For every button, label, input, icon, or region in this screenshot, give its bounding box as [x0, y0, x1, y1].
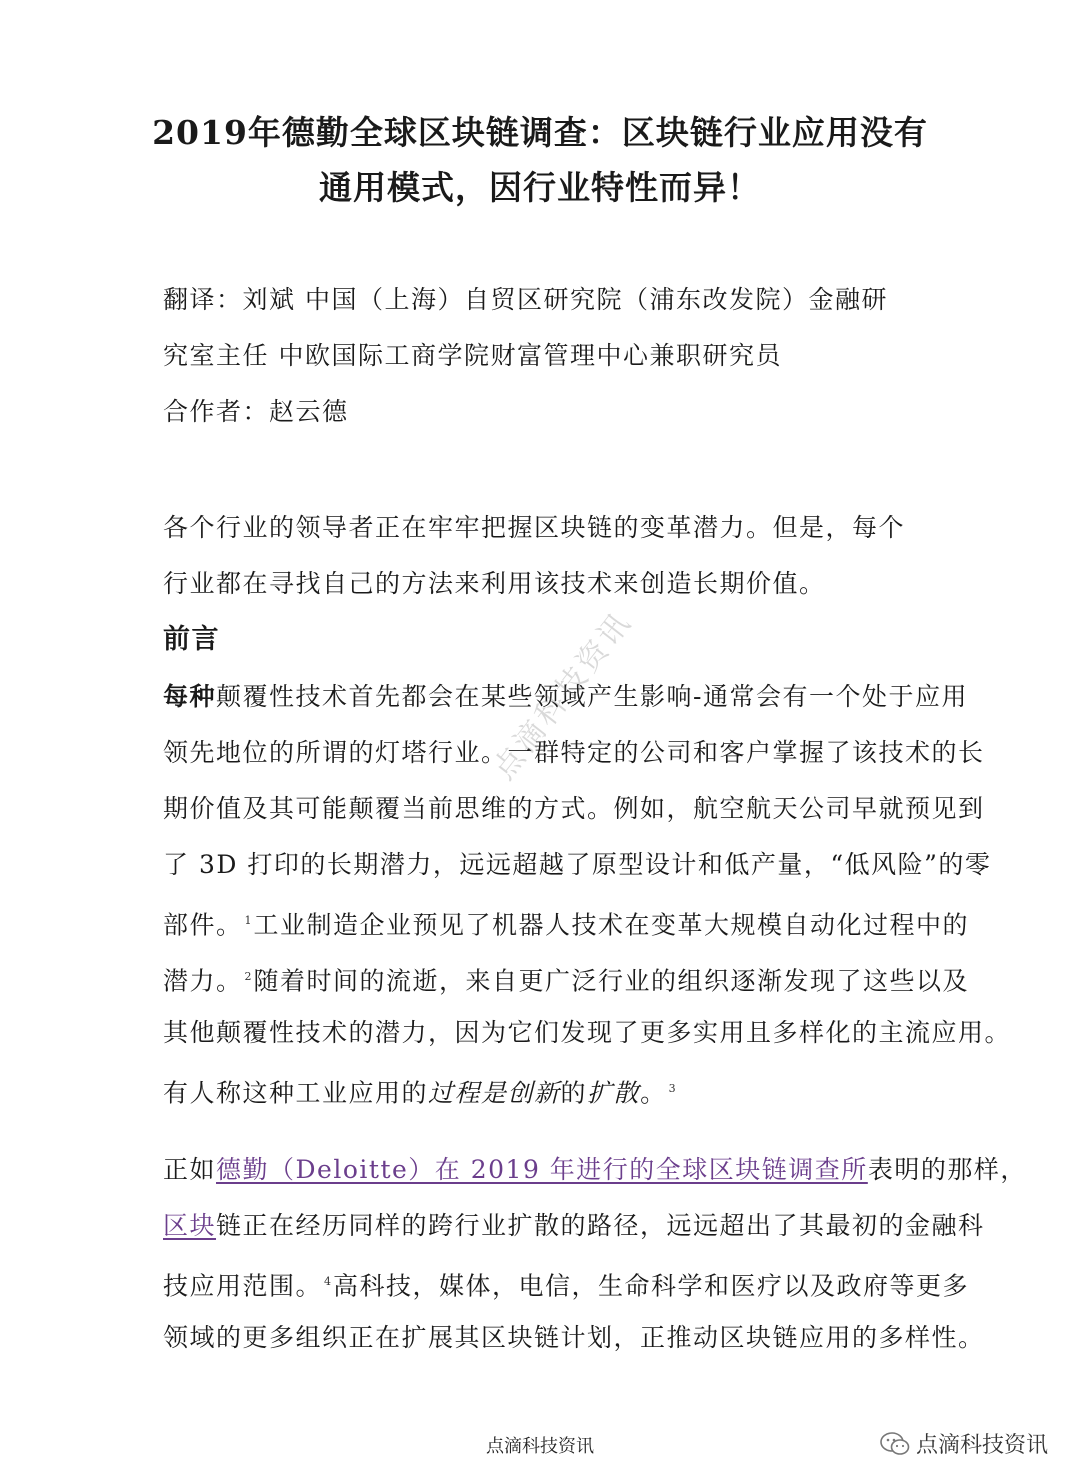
preface-line-1-text: 颠覆性技术首先都会在某些领域产生影响-通常会有一个处于应用	[216, 682, 968, 711]
preface-line-8-a: 有人称这种工业应用的	[163, 1078, 429, 1108]
para2-line-4: 领域的更多组织正在扩展其区块链计划，正推动区块链应用的多样性。	[163, 1323, 985, 1352]
preface-line-8	[163, 1069, 678, 1113]
preface-italic-1: 过程是创新	[428, 1078, 561, 1108]
footnote-ref-2: 2	[244, 970, 252, 983]
credits-translator-role: 究室主任 中欧国际工商学院财富管理中心兼职研究员	[163, 341, 782, 370]
preface-line-8-b: 的	[560, 1078, 588, 1108]
footer-source: 点滴科技资讯	[486, 1436, 594, 1457]
preface-line-5	[163, 901, 969, 945]
para2-line-3	[163, 1262, 969, 1306]
para2-line-1-a: 正如	[163, 1155, 217, 1184]
para2-line-1	[163, 1150, 1027, 1190]
footer-brand-name: 点滴科技资讯	[915, 1433, 1048, 1458]
preface-italic-2: 扩散	[587, 1078, 641, 1108]
preface-lead-bold: 每种	[163, 682, 217, 711]
para2-line-3-b: 高科技，媒体，电信，生命科学和医疗以及政府等更多	[333, 1271, 970, 1301]
para2-line-1-b: 表明的那样，	[867, 1155, 1027, 1184]
preface-line-6-a: 潜力。	[163, 966, 243, 996]
title-line-1: 2019年德勤全球区块链调查：区块链行业应用没有	[152, 113, 928, 152]
title-line-2: 通用模式，因行业特性而异！	[319, 168, 761, 207]
blockchain-link[interactable]: 区块	[163, 1211, 217, 1240]
footnote-ref-4: 4	[324, 1275, 332, 1288]
wechat-icon	[880, 1431, 910, 1457]
footnote-ref-1: 1	[244, 914, 252, 927]
watermark: 点滴科技资讯	[486, 604, 640, 787]
preface-line-7: 其他颠覆性技术的潜力，因为它们发现了更多实用且多样化的主流应用。	[163, 1018, 1012, 1047]
preface-line-4: 了 3D 打印的长期潜力，远远超越了原型设计和低产量，“低风险”的零	[163, 850, 992, 879]
preface-line-5-a: 部件。	[163, 910, 243, 940]
credits-translator: 翻译：刘斌 中国（上海）自贸区研究院（浦东改发院）金融研	[163, 285, 888, 314]
para2-line-3-a: 技应用范围。	[163, 1271, 323, 1301]
preface-line-3: 期价值及其可能颠覆当前思维的方式。例如，航空航天公司早就预见到	[163, 794, 985, 823]
preface-line-6-b: 随着时间的流逝，来自更广泛行业的组织逐渐发现了这些以及	[253, 966, 970, 996]
credits-collaborator: 合作者：赵云德	[163, 397, 349, 426]
footnote-ref-3: 3	[668, 1082, 676, 1095]
preface-line-6	[163, 957, 969, 1001]
preface-heading: 前言	[163, 624, 220, 655]
preface-line-2: 领先地位的所谓的灯塔行业。一群特定的公司和客户掌握了该技术的长	[163, 738, 985, 767]
para2-line-2-b: 链正在经历同样的跨行业扩散的路径，远远超出了其最初的金融科	[216, 1211, 985, 1240]
footer-brand	[880, 1428, 1048, 1459]
para2-line-2	[163, 1206, 985, 1246]
intro-line-2: 行业都在寻找自己的方法来利用该技术来创造长期价值。	[163, 569, 826, 598]
preface-line-5-b: 工业制造企业预见了机器人技术在变革大规模自动化过程中的	[253, 910, 970, 940]
intro-line-1: 各个行业的领导者正在牢牢把握区块链的变革潜力。但是，每个	[163, 513, 906, 542]
preface-line-8-c: 。	[640, 1078, 667, 1108]
deloitte-survey-link[interactable]: 德勤（Deloitte）在 2019 年进行的全球区块链调查所	[216, 1155, 868, 1184]
